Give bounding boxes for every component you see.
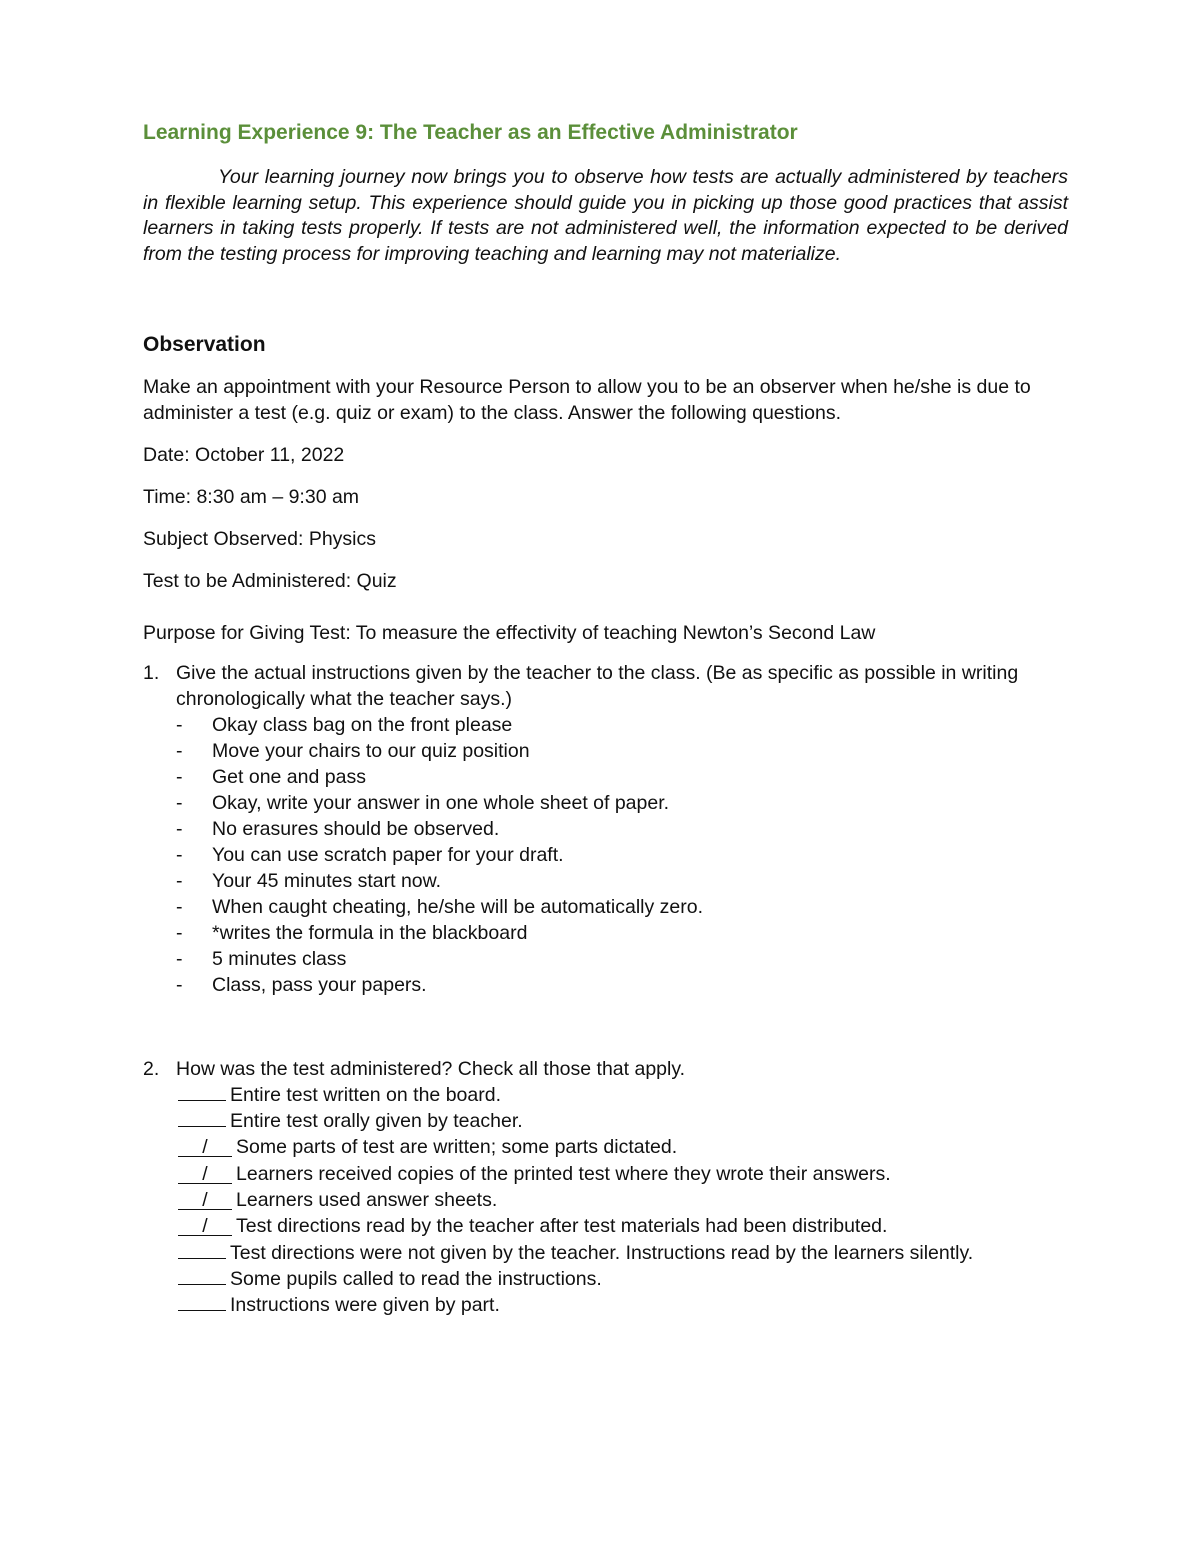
question-1: [143, 660, 1068, 998]
instruction-item: [176, 894, 1068, 920]
instruction-item: [176, 738, 1068, 764]
check-blank-marked[interactable]: /: [178, 1217, 232, 1236]
dash-marker: -: [176, 739, 183, 762]
dash-marker: -: [176, 791, 183, 814]
checklist-item: [178, 1187, 1068, 1213]
instruction-item: [176, 972, 1068, 998]
checklist-item: [178, 1266, 1068, 1292]
dash-marker: -: [176, 817, 183, 840]
question-1-text: Give the actual instructions given by the teacher to the class. (Be as specific as possible in writing chronologically what the teacher says.): [176, 661, 1019, 710]
dash-marker: -: [176, 843, 183, 866]
question-1-number: 1.: [143, 661, 160, 684]
purpose-field: Purpose for Giving Test: To measure the effectivity of teaching Newton’s Second Law: [143, 621, 876, 644]
question-2-text: How was the test administered? Check all those that apply.: [176, 1057, 686, 1080]
instruction-list: [176, 712, 1068, 998]
dash-marker: -: [176, 869, 183, 892]
checklist-label: Some pupils called to read the instructions.: [230, 1267, 602, 1290]
dash-marker: -: [176, 947, 183, 970]
check-blank[interactable]: [178, 1292, 226, 1311]
checklist: [178, 1082, 1068, 1319]
instruction-item: [176, 920, 1068, 946]
checklist-item: [178, 1134, 1068, 1160]
checklist-item: [178, 1292, 1068, 1318]
question-2-number: 2.: [143, 1057, 160, 1080]
test-field: Test to be Administered: Quiz: [143, 569, 397, 592]
checklist-item: [178, 1108, 1068, 1134]
check-blank-marked[interactable]: /: [178, 1165, 232, 1184]
document-page: [143, 118, 1068, 1318]
instruction-text: No erasures should be observed.: [212, 817, 500, 840]
checklist-item: [178, 1161, 1068, 1187]
instruction-text: *writes the formula in the blackboard: [212, 921, 528, 944]
dash-marker: -: [176, 973, 183, 996]
instruction-text: Class, pass your papers.: [212, 973, 427, 996]
instruction-text: Move your chairs to our quiz position: [212, 739, 530, 762]
dash-marker: -: [176, 765, 183, 788]
observation-instructions: Make an appointment with your Resource Person to allow you to be an observer when he/she is due to administer a test (e.g. quiz or exam) to the class. Answer the following questions.: [143, 375, 1031, 424]
checklist-label: Entire test written on the board.: [230, 1083, 501, 1106]
date-field: Date: October 11, 2022: [143, 443, 345, 466]
checklist-label: Instructions were given by part.: [230, 1294, 500, 1317]
instruction-text: You can use scratch paper for your draft.: [212, 843, 564, 866]
check-blank[interactable]: [178, 1108, 226, 1127]
check-blank-marked[interactable]: /: [178, 1191, 232, 1210]
dash-marker: -: [176, 921, 183, 944]
instruction-item: [176, 790, 1068, 816]
observation-heading: Observation: [143, 332, 266, 356]
instruction-item: [176, 712, 1068, 738]
checklist-label: Entire test orally given by teacher.: [230, 1110, 523, 1133]
instruction-text: When caught cheating, he/she will be automatically zero.: [212, 895, 704, 918]
check-blank[interactable]: [178, 1082, 226, 1101]
checklist-label: Test directions were not given by the teacher. Instructions read by the learners silently.: [230, 1241, 974, 1264]
instruction-item: [176, 946, 1068, 972]
subject-field: Subject Observed: Physics: [143, 527, 377, 550]
instruction-text: Get one and pass: [212, 765, 366, 788]
check-blank[interactable]: [178, 1240, 226, 1259]
checklist-label: Learners used answer sheets.: [236, 1189, 498, 1211]
question-2: [143, 1056, 1068, 1082]
dash-marker: -: [176, 895, 183, 918]
page-title: Learning Experience 9: The Teacher as an Effective Administrator: [143, 121, 798, 144]
instruction-item: [176, 842, 1068, 868]
instruction-item: [176, 764, 1068, 790]
time-field: Time: 8:30 am – 9:30 am: [143, 485, 360, 508]
checklist-item: [178, 1082, 1068, 1108]
instruction-text: Your 45 minutes start now.: [212, 869, 442, 892]
dash-marker: -: [176, 713, 183, 736]
checklist-label: Test directions read by the teacher after test materials had been distributed.: [236, 1215, 888, 1238]
check-blank[interactable]: [178, 1266, 226, 1285]
checklist-item: [178, 1240, 1068, 1266]
checklist-label: Learners received copies of the printed test where they wrote their answers.: [236, 1162, 891, 1185]
checklist-label: Some parts of test are written; some parts dictated.: [236, 1136, 678, 1159]
instruction-item: [176, 816, 1068, 842]
checklist-item: [178, 1213, 1068, 1239]
instruction-item: [176, 868, 1068, 894]
intro-paragraph: Your learning journey now brings you to observe how tests are actually administered by teachers in flexible learning setup. This experience should guide you in picking up those good practices that assist learners in taking tests properly. If tests are not administered well, the information expected to be derived from the testing process for improving teaching and learning may not materialize.: [143, 166, 1068, 266]
check-blank-marked[interactable]: /: [178, 1138, 232, 1157]
instruction-text: 5 minutes class: [212, 947, 347, 970]
instruction-text: Okay class bag on the front please: [212, 713, 513, 736]
instruction-text: Okay, write your answer in one whole sheet of paper.: [212, 791, 670, 814]
